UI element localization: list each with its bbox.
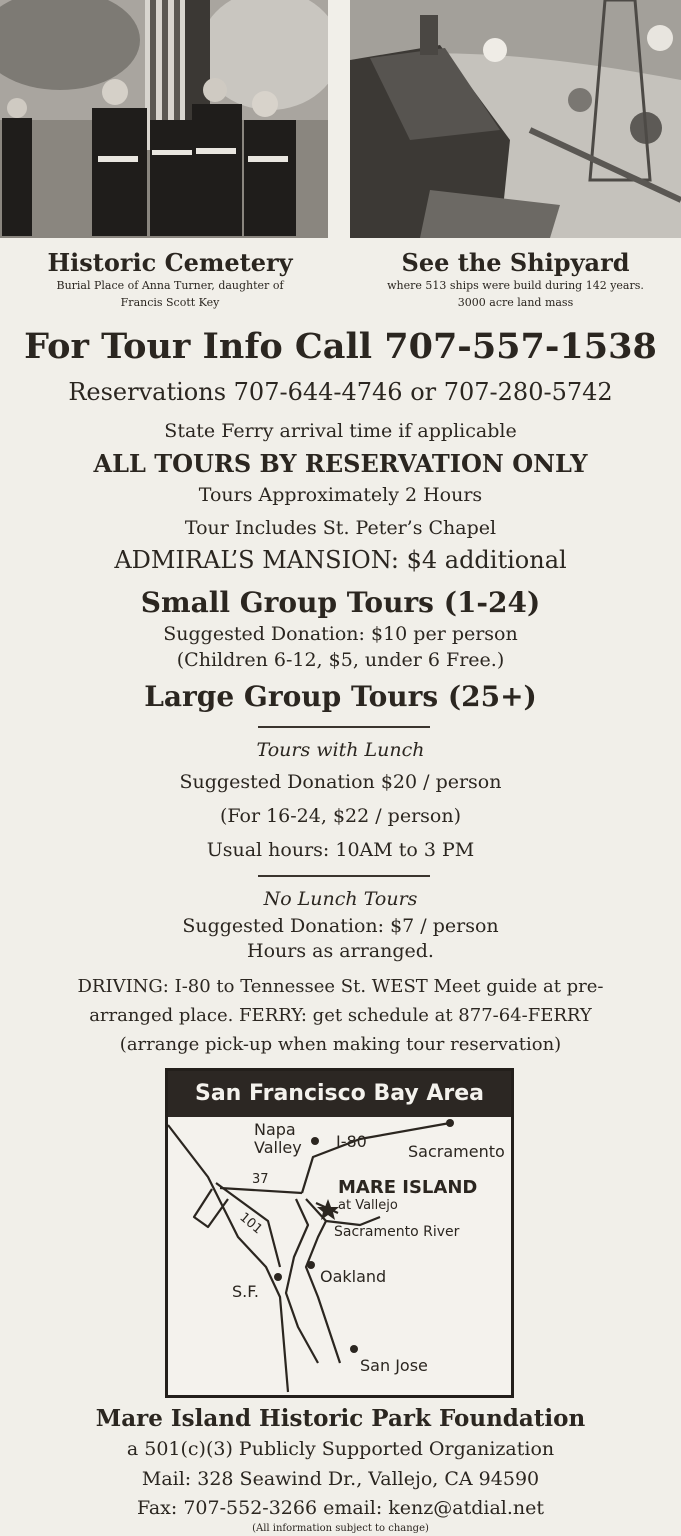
shipyard-caption [350, 248, 681, 311]
cemetery-photo-art [0, 0, 328, 238]
map-label-sacramento-river: Sacramento River [334, 1224, 460, 1240]
organization-name: Mare Island Historic Park Foundation [95, 1405, 586, 1432]
cemetery-caption [0, 248, 340, 311]
directions-line-3: (arrange pick-up when making tour reservation) [119, 1034, 562, 1055]
cemetery-subtitle-1: Burial Place of Anna Turner, daughter of [56, 279, 284, 292]
shipyard-title: See the Shipyard [401, 248, 630, 277]
no-lunch-donation: Suggested Donation: $7 / person [182, 915, 499, 937]
map-label-sacramento: Sacramento [408, 1142, 505, 1161]
cemetery-subtitle-2: Francis Scott Key [120, 296, 220, 309]
oakland-dot [307, 1261, 315, 1269]
small-group-children: (Children 6-12, $5, under 6 Free.) [176, 649, 505, 671]
divider-lunch [258, 726, 430, 728]
point-reyes-outline [194, 1189, 228, 1227]
reservations-line: Reservations 707-644-4746 or 707-280-5742 [68, 378, 613, 406]
headline: For Tour Info Call 707-557-1538 [24, 326, 657, 367]
fax-and-email: Fax: 707-552-3266 email: kenz@atdial.net [136, 1497, 545, 1519]
map-label-napa: Napa [254, 1120, 296, 1139]
map-label-highway-37: 37 [252, 1172, 269, 1187]
reservation-only-notice: ALL TOURS BY RESERVATION ONLY [93, 449, 588, 478]
shipyard-photo [350, 0, 681, 238]
san-jose-dot [350, 1345, 358, 1353]
small-group-title: Small Group Tours (1-24) [140, 586, 541, 619]
disclaimer: (All information subject to change) [252, 1523, 429, 1534]
shipyard-subtitle-2: 3000 acre land mass [457, 296, 574, 309]
lunch-donation: Suggested Donation $20 / person [179, 771, 502, 793]
map-label-valley: Valley [254, 1138, 302, 1157]
no-lunch-hours: Hours as arranged. [247, 940, 434, 962]
bay-west-shore [286, 1199, 318, 1363]
bay-area-map [165, 1068, 514, 1398]
map-label-i80: I-80 [336, 1132, 367, 1151]
map-label-highway-101: 101 [236, 1209, 266, 1238]
map-label-sf: S.F. [232, 1282, 259, 1301]
sacramento-dot [446, 1119, 454, 1127]
sf-dot [274, 1273, 282, 1281]
map-label-vallejo: at Vallejo [338, 1198, 398, 1213]
cemetery-photo [0, 0, 328, 238]
mare-island-star-icon [317, 1199, 339, 1220]
small-group-donation: Suggested Donation: $10 per person [163, 623, 518, 645]
map-label-mare-island: MARE ISLAND [338, 1177, 478, 1198]
map-label-oakland: Oakland [320, 1267, 387, 1286]
napa-dot [311, 1137, 319, 1145]
organization-status: a 501(c)(3) Publicly Supported Organization [126, 1438, 555, 1460]
map-label-san-jose: San Jose [360, 1356, 428, 1375]
mailing-address: Mail: 328 Seawind Dr., Vallejo, CA 94590 [141, 1468, 540, 1490]
lunch-small-group-price: (For 16-24, $22 / person) [219, 805, 462, 827]
tour-duration: Tours Approximately 2 Hours [198, 484, 483, 506]
large-group-title: Large Group Tours (25+) [144, 680, 537, 713]
shipyard-photo-art [350, 0, 681, 238]
coast-line-west [168, 1125, 288, 1392]
map-title: San Francisco Bay Area [168, 1071, 511, 1117]
tour-includes: Tour Includes St. Peter’s Chapel [184, 517, 497, 539]
divider-no-lunch [258, 875, 430, 877]
cemetery-title: Historic Cemetery [47, 248, 293, 277]
directions-line-1: DRIVING: I-80 to Tennessee St. WEST Meet guide at pre- [77, 976, 604, 997]
lunch-hours: Usual hours: 10AM to 3 PM [206, 839, 475, 861]
directions-line-2: arranged place. FERRY: get schedule at 877-64-FERRY [89, 1005, 592, 1026]
ferry-note: State Ferry arrival time if applicable [164, 420, 517, 442]
shipyard-subtitle-1: where 513 ships were build during 142 years. [387, 279, 644, 292]
admirals-mansion-price: ADMIRAL’S MANSION: $4 additional [114, 546, 567, 574]
no-lunch-heading: No Lunch Tours [263, 888, 418, 910]
lunch-heading: Tours with Lunch [256, 739, 425, 761]
